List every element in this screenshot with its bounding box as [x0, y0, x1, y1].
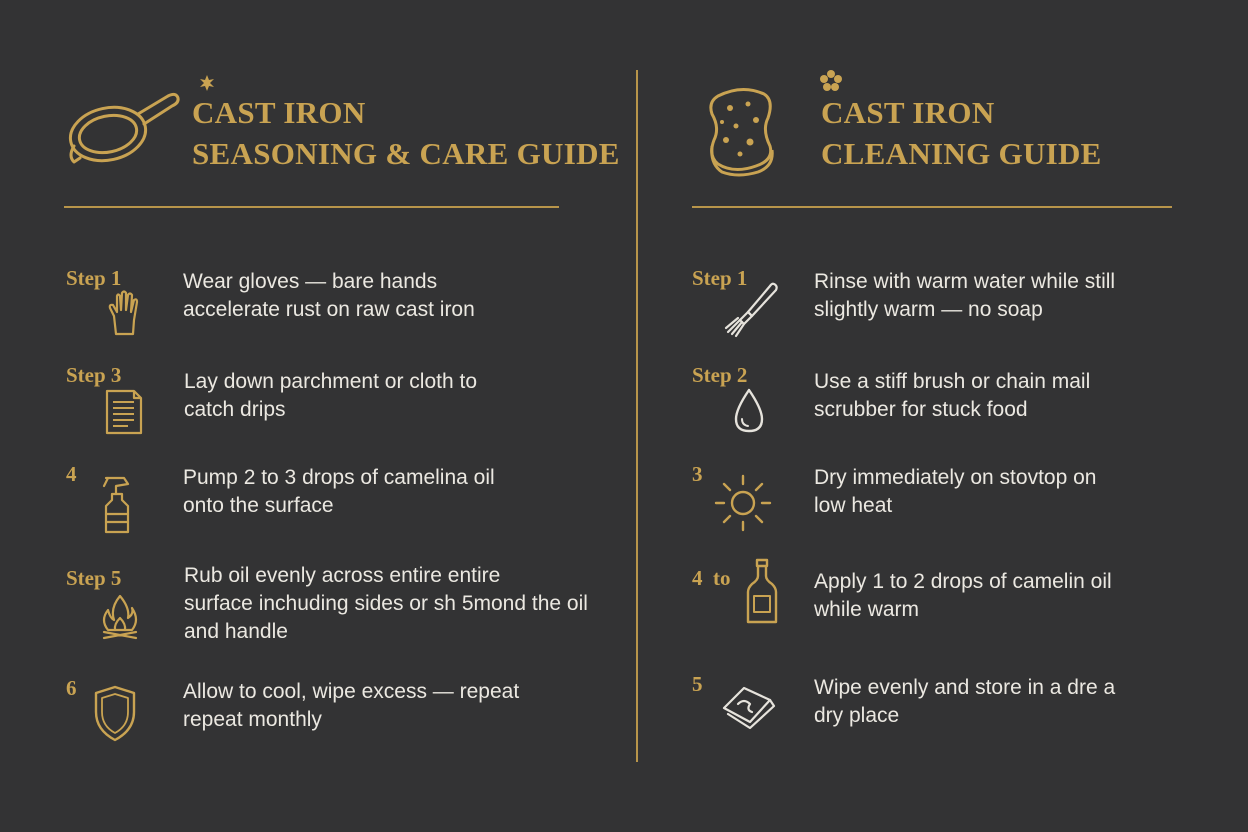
text-line: Dry immediately on stovtop on — [814, 466, 1097, 489]
cloth-icon — [720, 682, 778, 730]
step-description — [184, 368, 477, 424]
step-label: 4 to — [692, 566, 731, 590]
right-flower-icon — [820, 70, 842, 92]
step-label: 6 — [66, 676, 77, 700]
text-line: Wear gloves — bare hands — [183, 270, 438, 293]
step-label: 3 — [692, 462, 703, 486]
step-description — [183, 678, 519, 734]
text-line: while warm — [814, 598, 920, 621]
title-line: SEASONING & CARE GUIDE — [192, 136, 620, 171]
text-line: surface inchuding sides or sh 5mond the oil — [184, 592, 588, 615]
title-line: CAST IRON — [192, 95, 366, 130]
step-item — [0, 566, 620, 656]
text-line: Wipe evenly and store in a dre a — [814, 676, 1116, 699]
step-description — [814, 268, 1115, 324]
text-line: Pump 2 to 3 drops of camelina oil — [183, 466, 495, 489]
spray-bottle-icon — [100, 474, 136, 536]
step-item — [650, 672, 1248, 762]
step-item — [0, 676, 620, 766]
text-line: repeat monthly — [183, 708, 322, 731]
step-item — [0, 462, 620, 552]
step-description — [814, 464, 1096, 520]
text-line: scrubber for stuck food — [814, 398, 1028, 421]
glove-icon — [106, 290, 144, 338]
title-line: CAST IRON — [821, 95, 995, 130]
title-line: CLEANING GUIDE — [821, 136, 1102, 171]
sponge-icon — [704, 86, 780, 178]
step-item — [650, 566, 1248, 656]
left-title-rule — [64, 206, 559, 208]
right-title — [821, 92, 1102, 174]
step-description — [183, 268, 475, 324]
step-item — [650, 462, 1248, 552]
brush-icon — [722, 280, 782, 338]
step-item — [0, 266, 620, 356]
shield-icon — [92, 684, 138, 744]
step-label: 4 — [66, 462, 77, 486]
right-title-rule — [692, 206, 1172, 208]
step-description — [183, 464, 495, 520]
text-line: Rinse with warm water while still — [814, 270, 1116, 293]
skillet-icon — [64, 90, 182, 170]
fire-icon — [100, 594, 140, 642]
text-line: Lay down parchment or cloth to — [184, 370, 477, 393]
text-line: Allow to cool, wipe excess — repeat — [183, 680, 520, 703]
document-icon — [104, 389, 144, 435]
text-line: Rub oil evenly across entire entire — [184, 564, 501, 587]
step-description — [814, 674, 1115, 730]
text-line: accelerate rust on raw cast iron — [183, 298, 475, 321]
text-line: slightly warm — no soap — [814, 298, 1043, 321]
water-drop-icon — [732, 387, 766, 435]
left-sparkle-icon — [198, 74, 216, 92]
step-label: 5 — [692, 672, 703, 696]
step-item — [650, 266, 1248, 356]
step-label: Step 2 — [692, 363, 748, 387]
text-line: onto the surface — [183, 494, 334, 517]
text-line: Apply 1 to 2 drops of camelin oil — [814, 570, 1112, 593]
text-line: Use a stiff brush or chain mail — [814, 370, 1091, 393]
step-item — [0, 363, 620, 453]
step-description — [184, 562, 588, 646]
text-line: low heat — [814, 494, 893, 517]
step-label: Step 3 — [66, 363, 122, 387]
step-item — [650, 363, 1248, 453]
text-line: and handle — [184, 620, 288, 643]
step-label: Step 1 — [692, 266, 748, 290]
text-line: catch drips — [184, 398, 286, 421]
center-divider — [636, 70, 638, 762]
step-description — [814, 568, 1112, 624]
oil-bottle-icon — [744, 558, 780, 628]
left-title — [192, 92, 620, 174]
step-description — [814, 368, 1090, 424]
text-line: dry place — [814, 704, 900, 727]
step-label: Step 1 — [66, 266, 122, 290]
step-label: Step 5 — [66, 566, 122, 590]
sun-icon — [712, 472, 774, 534]
